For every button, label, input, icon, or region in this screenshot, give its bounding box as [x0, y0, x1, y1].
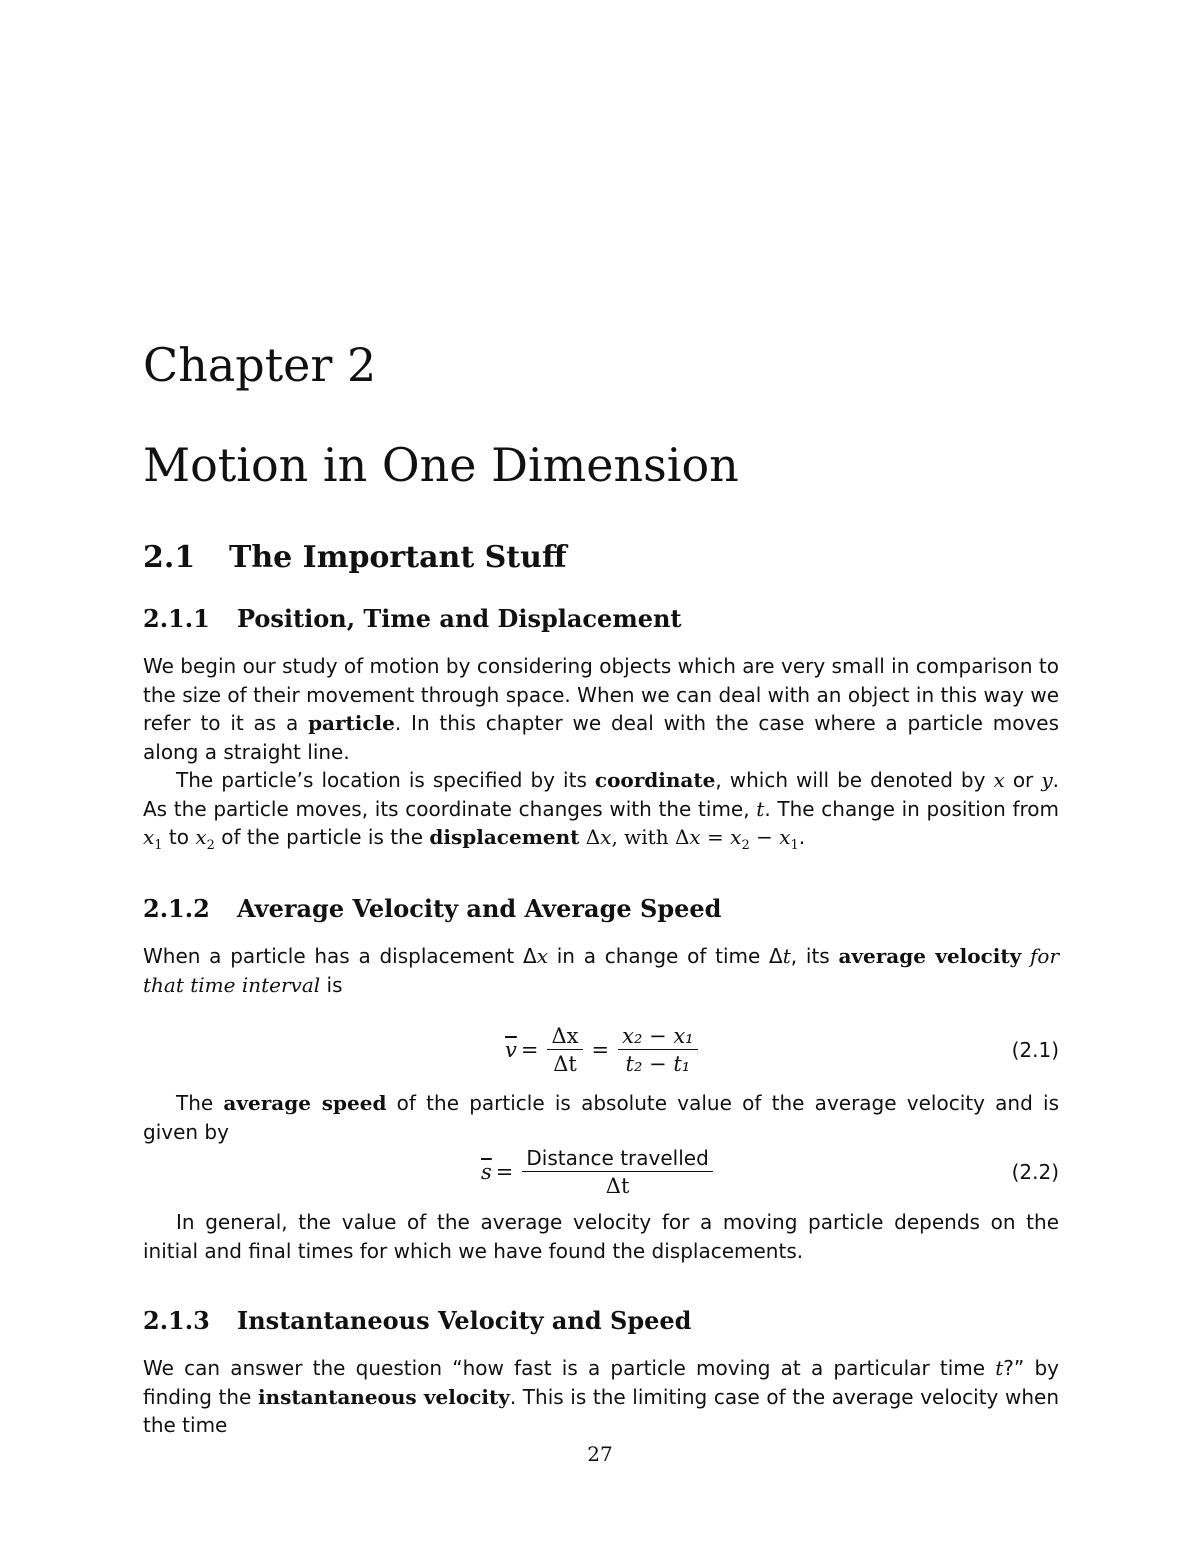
section-heading: [143, 540, 567, 576]
subscript: 2: [206, 838, 215, 853]
math-x: x: [689, 825, 701, 849]
section-title: The Important Stuff: [229, 540, 567, 575]
math-y: y: [1041, 768, 1053, 792]
paragraph-coordinate: [143, 766, 1059, 861]
paragraph-average-speed: [143, 1089, 1059, 1146]
math-minus: −: [749, 825, 780, 849]
eq-equals: =: [495, 1160, 514, 1184]
subsection-heading-2-1-2: [143, 894, 721, 924]
eq-lhs-sbar: $\overline{s}$: [481, 1160, 492, 1184]
math-x: x: [730, 825, 742, 849]
paragraph-average-velocity: [143, 942, 1059, 999]
math-t: t: [995, 1356, 1004, 1380]
equation-2-1: [143, 1018, 1059, 1082]
math-equals: =: [700, 825, 731, 849]
text: of the particle is the: [214, 825, 430, 849]
text: The: [176, 1091, 224, 1115]
chapter-title: Motion in One Dimension: [143, 437, 739, 492]
text: . As the particle moves, its coordinate changes with the time,: [143, 768, 1059, 821]
text: We begin our study of motion by considering objects which are very small in comparison to the size of their movement through space. When we can deal with an object in this way we refer to it as a: [143, 654, 1059, 735]
math-x: x: [143, 825, 155, 849]
fraction-distance-over-time: [522, 1145, 712, 1200]
subscript: 1: [154, 838, 163, 853]
text: We can answer the question “how fast is a particle moving at a particular time: [143, 1356, 996, 1380]
eq-equals: =: [591, 1038, 610, 1062]
fraction-delta-x-over-delta-t: [547, 1023, 582, 1078]
math-t: t: [782, 944, 791, 968]
paragraph-instantaneous: [143, 1354, 1059, 1440]
term-instantaneous-velocity: instantaneous velocity: [257, 1384, 510, 1409]
text: ?” by finding the: [143, 1356, 1059, 1409]
denominator: t₂ − t₁: [625, 1051, 691, 1076]
term-average-speed: average speed: [223, 1091, 387, 1115]
text: or: [1004, 768, 1042, 792]
subsection-title: Position, Time and Displacement: [237, 604, 682, 633]
text: in a change of time Δ: [547, 944, 783, 968]
subsection-heading-2-1-1: [143, 604, 682, 634]
text: . The change in position from: [764, 796, 1059, 821]
numerator: Distance travelled: [522, 1145, 712, 1172]
subscript: 2: [741, 838, 750, 853]
text: , its: [790, 944, 839, 968]
term-coordinate: coordinate: [594, 768, 716, 792]
chapter-label: Chapter 2: [143, 337, 377, 392]
math-x: x: [779, 825, 791, 849]
fraction-x-over-t: [618, 1023, 697, 1078]
math-delta: , with Δ: [611, 825, 690, 849]
subsection-number: 2.1.2: [143, 894, 210, 923]
subsection-title: Average Velocity and Average Speed: [237, 894, 722, 923]
paragraph-general: In general, the value of the average velocity for a moving particle depends on the initial and final times for which we have found the displacements.: [143, 1210, 1059, 1263]
term-displacement: displacement: [429, 825, 580, 849]
subsection-number: 2.1.3: [143, 1306, 210, 1335]
subsection-heading-2-1-3: [143, 1306, 691, 1336]
text: to: [162, 825, 196, 849]
text: . In this chapter we deal with the case where a particle moves along a straight line.: [143, 711, 1059, 764]
math-t: t: [756, 796, 765, 821]
equation-number: (2.1): [1011, 1038, 1059, 1062]
math-delta: Δ: [579, 825, 601, 849]
text: .: [798, 825, 806, 849]
term-particle: particle: [308, 711, 395, 735]
math-x: x: [993, 768, 1005, 792]
subsection-title: Instantaneous Velocity and Speed: [237, 1306, 692, 1335]
subsection-number: 2.1.1: [143, 604, 210, 633]
page-number: 27: [587, 1442, 613, 1466]
emphasis-text: for that time interval: [143, 944, 1060, 997]
equation-2-2: [143, 1140, 1059, 1204]
math-x: x: [600, 825, 612, 849]
text: The particle’s location is specified by its: [176, 768, 595, 792]
math-x: x: [195, 825, 207, 849]
denominator: Δt: [605, 1173, 630, 1198]
term-average-velocity: average velocity: [838, 944, 1022, 968]
text: , which will be denoted by: [715, 768, 994, 792]
numerator: Δx: [547, 1023, 582, 1050]
text: . This is the limiting case of the average velocity when the time: [143, 1384, 1060, 1437]
numerator: x₂ − x₁: [618, 1023, 697, 1050]
paragraph-particle: [143, 652, 1059, 766]
subscript: 1: [790, 838, 799, 853]
equation-number: (2.2): [1011, 1160, 1059, 1184]
text: When a particle has a displacement Δ: [143, 944, 537, 968]
eq-equals: =: [520, 1038, 539, 1062]
eq-lhs-vbar: $\overline{v}$: [505, 1038, 517, 1062]
text: is: [320, 972, 343, 997]
text: of the particle is absolute value of the average velocity and is given by: [143, 1091, 1059, 1144]
math-x: x: [536, 944, 548, 968]
denominator: Δt: [553, 1051, 577, 1076]
section-number: 2.1: [143, 540, 196, 575]
